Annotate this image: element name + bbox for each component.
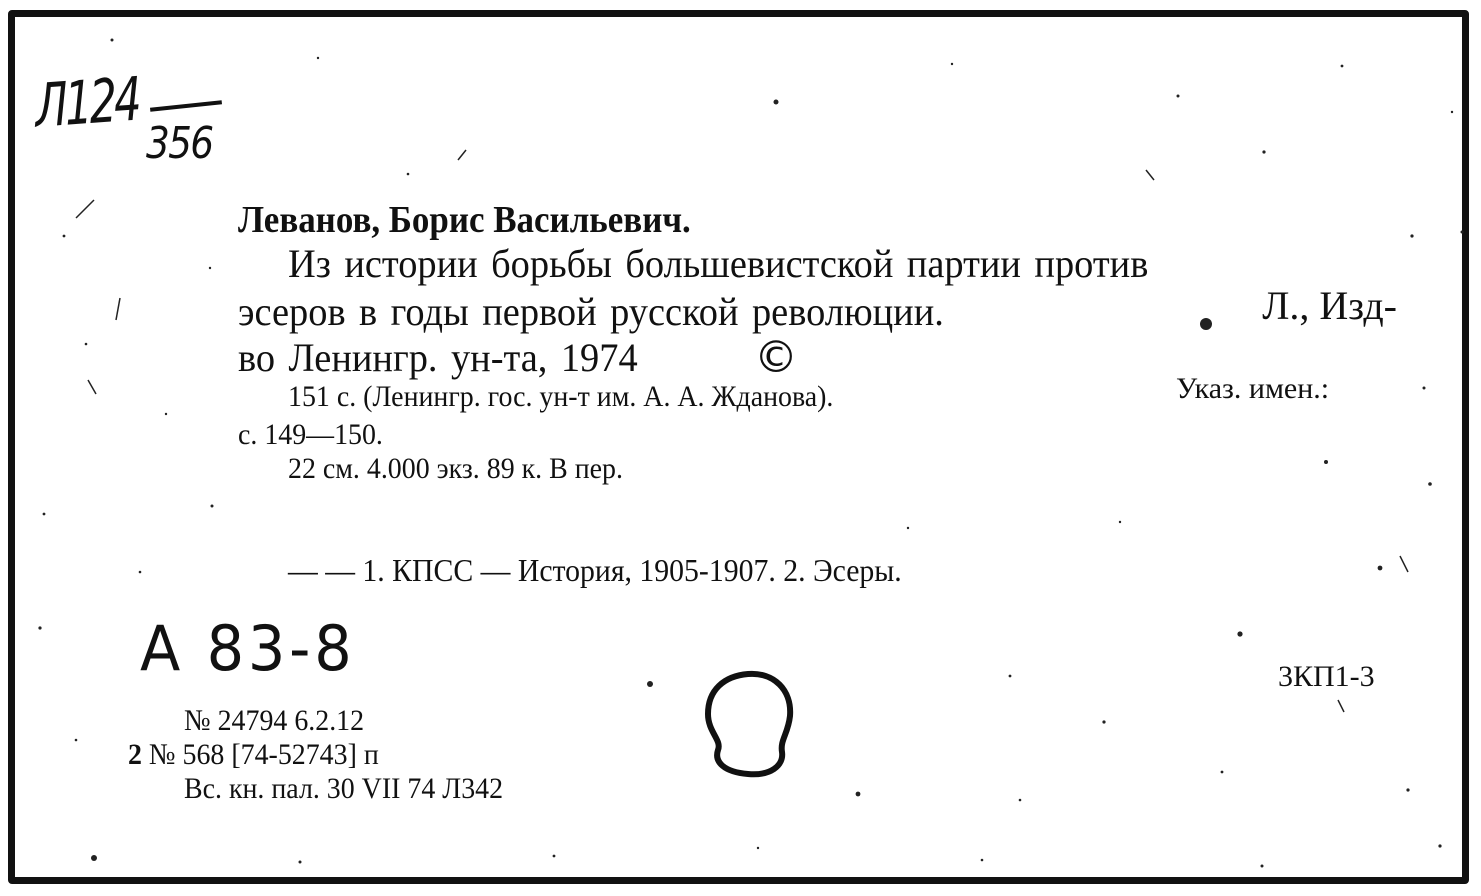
title-line-2: эсеров в годы первой русской революции. xyxy=(238,289,944,334)
author-heading: Леванов, Борис Васильевич. xyxy=(238,199,691,241)
copyright-mark: © xyxy=(754,332,798,383)
record-copy-count: 2 xyxy=(128,738,142,771)
title-line-3: во Ленингр. ун-та, 1974 xyxy=(238,335,638,380)
physical-description-line-1: 151 с. (Ленингр. гос. ун-т им. А. А. Жданова). xyxy=(288,380,834,413)
index-label: Указ. имен.: xyxy=(1176,372,1330,405)
record-line-2-text: № 568 [74-52743] п xyxy=(148,738,379,771)
record-line-2 xyxy=(128,738,379,772)
physical-description-line-3: 22 см. 4.000 экз. 89 к. В пер. xyxy=(288,452,623,485)
punch-hole xyxy=(702,668,794,780)
record-number-line: № 24794 6.2.12 xyxy=(184,704,365,737)
book-chamber-line: Вс. кн. пал. 30 VII 74 Л342 xyxy=(184,772,504,805)
inventory-number-handwritten: А 83-8 xyxy=(140,612,356,685)
title-line-1: Из истории борьбы большевистской партии против xyxy=(288,241,1149,286)
publisher-place: Л., Изд- xyxy=(1262,283,1397,328)
shelf-mark-handwritten: Л124 xyxy=(34,64,140,142)
classification-code: 3КП1-3 xyxy=(1278,660,1375,693)
physical-description-line-2: с. 149—150. xyxy=(238,418,383,451)
shelf-mark-subnumber: 356 xyxy=(146,118,213,169)
subject-headings: — — 1. КПСС — История, 1905-1907. 2. Эсеры. xyxy=(288,552,902,588)
